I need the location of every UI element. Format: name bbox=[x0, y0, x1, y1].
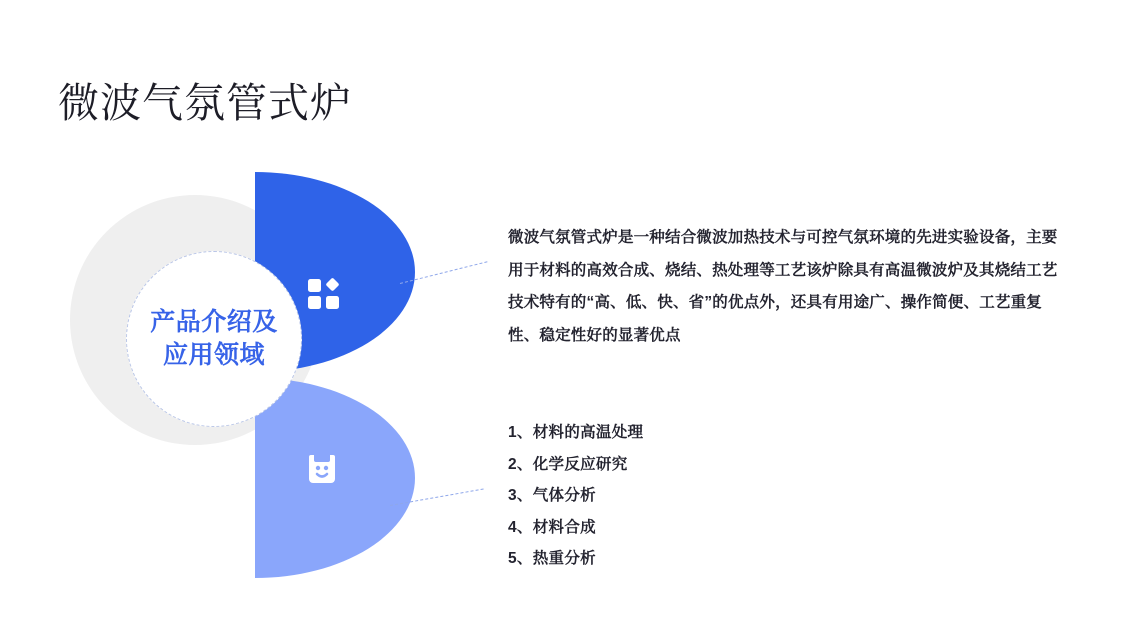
list-item: 2、化学反应研究 bbox=[508, 455, 628, 473]
center-label bbox=[150, 306, 278, 372]
list-item: 4、材料合成 bbox=[508, 518, 596, 536]
petal-bottom[interactable] bbox=[255, 378, 415, 578]
inbox-smile-icon bbox=[307, 453, 337, 490]
list-item: 1、材料的高温处理 bbox=[508, 424, 644, 441]
list-item: 5、热重分析 bbox=[508, 550, 596, 567]
applications-list bbox=[508, 425, 928, 567]
page-title: 微波气氛管式炉 bbox=[58, 80, 352, 127]
list-item: 3、气体分析 bbox=[508, 487, 596, 504]
center-badge bbox=[126, 251, 302, 427]
center-label-line2: 应用领域 bbox=[162, 341, 265, 369]
squares-diamond-icon bbox=[307, 277, 341, 316]
center-label-line1: 产品介绍及 bbox=[150, 308, 278, 336]
diagram bbox=[70, 160, 490, 580]
description-text: 微波气氛管式炉是一种结合微波加热技术与可控气氛环境的先进实验设备，主要用于材料的高效合成、烧结、热处理等工艺该炉除具有高温微波炉及其烧结工艺技术特有的“高、低、快、省”的优点外，还具有用途广、操作简便、工艺重复性、稳定性好的显著优点 bbox=[508, 229, 1058, 344]
